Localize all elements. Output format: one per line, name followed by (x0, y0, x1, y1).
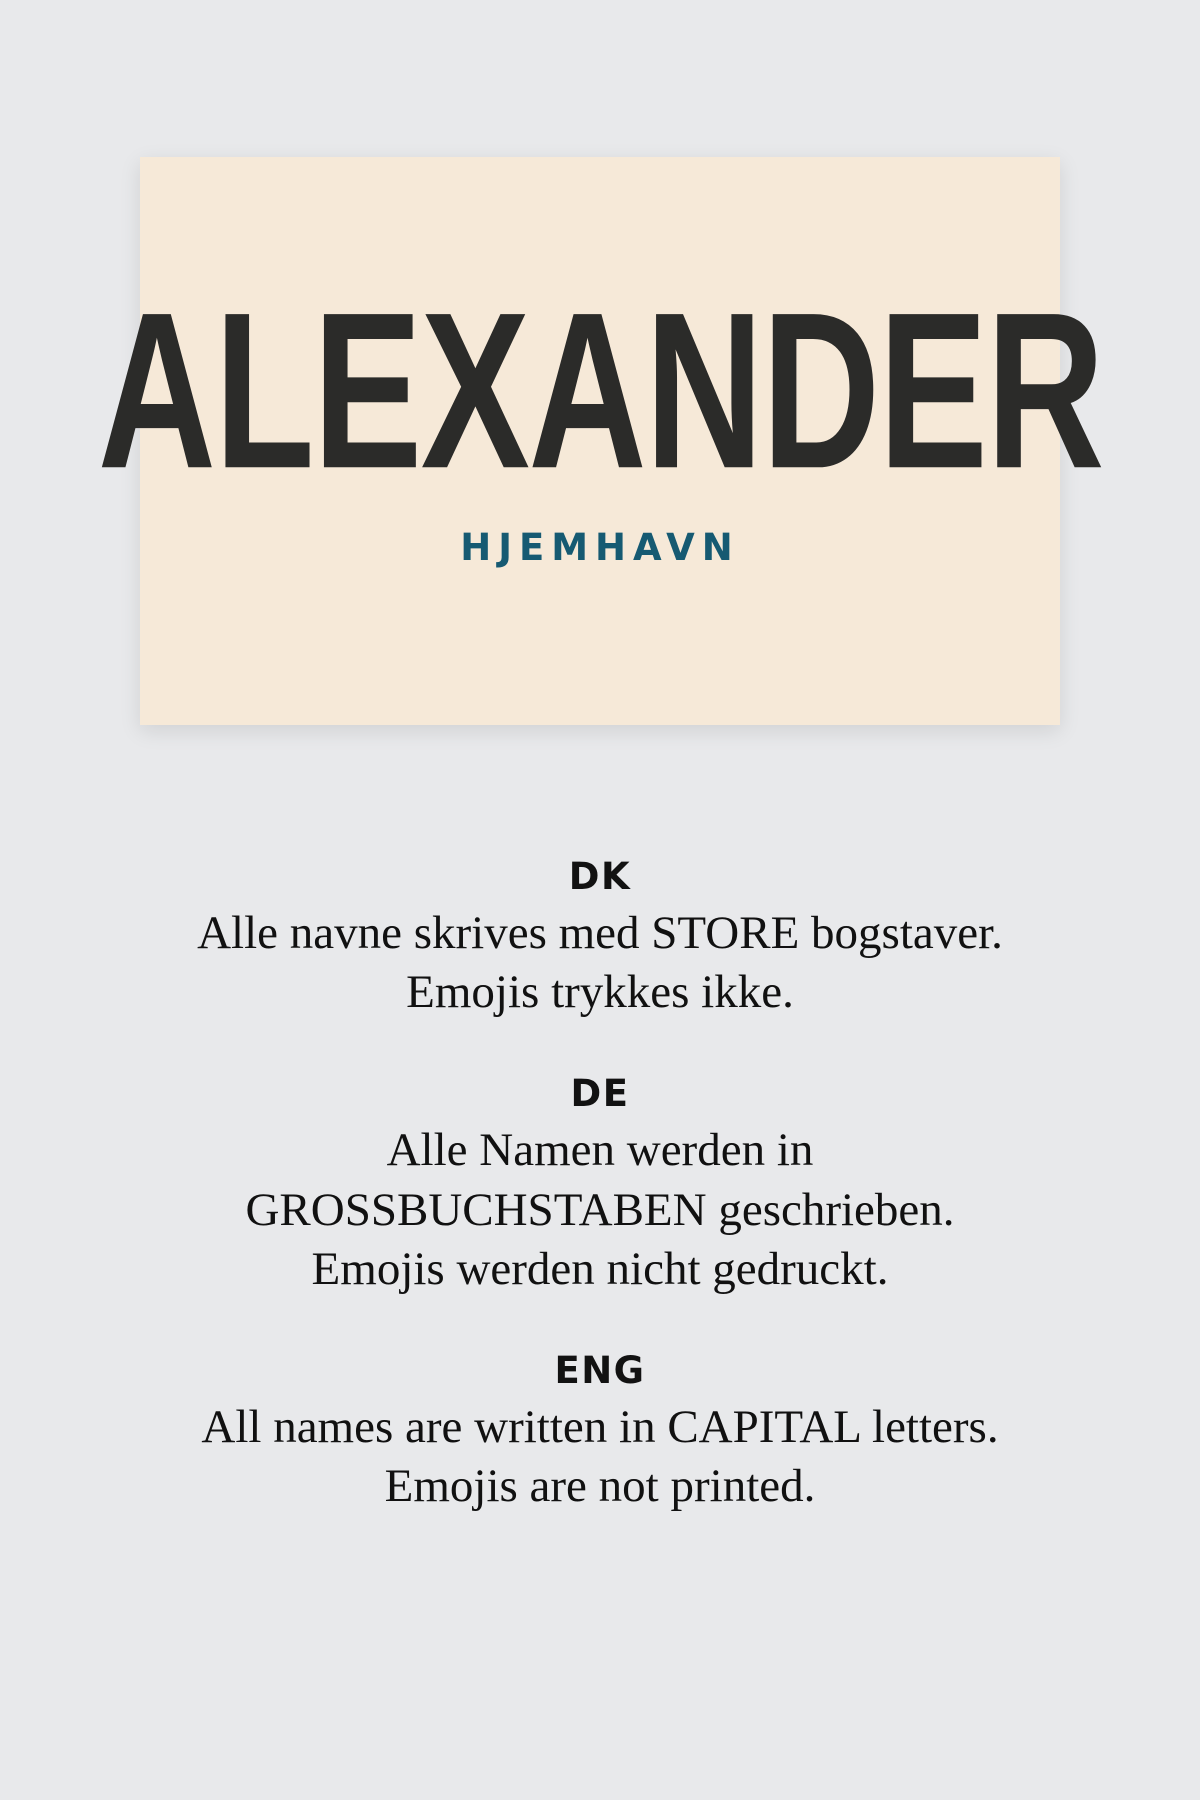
note-body (0, 1121, 1200, 1299)
note-line: Alle navne skrives med STORE bogstaver. (197, 907, 1003, 959)
note-block-dk (0, 855, 1200, 1022)
name-card-preview (97, 157, 1103, 725)
name-card (97, 157, 1103, 725)
note-line: Emojis werden nicht gedruckt. (311, 1242, 889, 1295)
note-line: GROSSBUCHSTABEN geschrieben. (245, 1183, 955, 1236)
note-language-label: DK (568, 855, 632, 898)
note-line: All names are written in CAPITAL letters. (201, 1401, 999, 1454)
note-language-label: DE (570, 1072, 630, 1116)
note-line: Emojis trykkes ikke. (406, 966, 794, 1019)
note-body (0, 1398, 1200, 1516)
note-line: Emojis are not printed. (384, 1460, 816, 1513)
note-block-de (0, 1072, 1200, 1299)
disclaimer-notes (0, 855, 1200, 1517)
card-name-text: ALEXANDER (97, 266, 1103, 516)
note-language-label: ENG (554, 1349, 646, 1393)
note-block-eng (0, 1349, 1200, 1516)
card-subtitle-text: HJEMHAVN (460, 525, 740, 569)
note-line: Alle Namen werden in (386, 1124, 814, 1177)
note-body (0, 904, 1200, 1022)
